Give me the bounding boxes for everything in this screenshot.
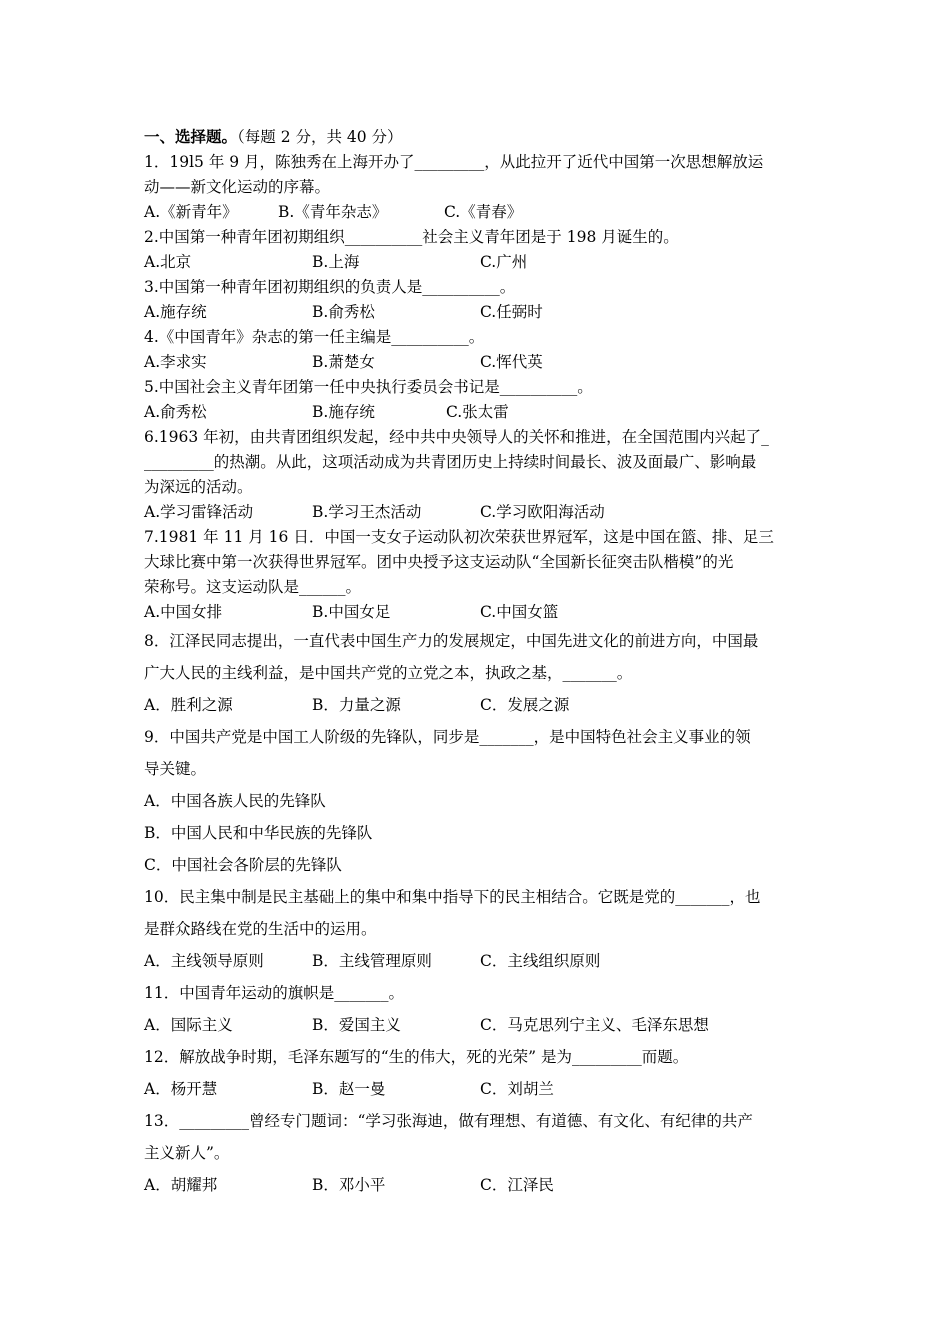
section-heading — [144, 124, 812, 150]
question-5-option-a: A.俞秀松 — [144, 403, 207, 421]
question-8-options — [144, 689, 812, 721]
question-2-option-c: C.广州 — [480, 253, 528, 271]
question-2-option-b: B.上海 — [312, 253, 360, 271]
question-3-options — [144, 300, 812, 325]
question-9-stem-line-1: 9．中国共产党是中国工人阶级的先锋队，同步是_______，是中国特色社会主义事业的领 — [144, 728, 751, 746]
question-8-stem-line-1: 8．江泽民同志提出，一直代表中国生产力的发展规定，中国先进文化的前进方向，中国最 — [144, 632, 759, 650]
question-7-stem-line-1: 7.1981 年 11 月 16 日．中国一支女子运动队初次荣获世界冠军，这是中国在篮、排、足三 — [144, 528, 774, 546]
question-7-option-a: A.中国女排 — [144, 603, 223, 621]
question-6-option-c: C.学习欧阳海活动 — [480, 503, 605, 521]
question-11-option-c: C．马克思列宁主义、毛泽东思想 — [480, 1016, 709, 1034]
question-12-option-b: B．赵一曼 — [312, 1080, 386, 1098]
question-1-option-b: B.《青年杂志》 — [278, 203, 388, 221]
question-11-option-a: A．国际主义 — [144, 1016, 233, 1034]
question-12-option-c: C．刘胡兰 — [480, 1080, 554, 1098]
question-2-stem: 2.中国第一种青年团初期组织__________社会主义青年团是于 198 月诞生的。 — [144, 228, 679, 246]
question-6-option-b: B.学习王杰活动 — [312, 503, 422, 521]
question-7-option-c: C.中国女篮 — [480, 603, 559, 621]
question-10-options — [144, 945, 812, 977]
question-3-stem: 3.中国第一种青年团初期组织的负责人是__________。 — [144, 278, 516, 296]
question-1-option-c: C.《青春》 — [444, 203, 523, 221]
question-10-stem-line-2: 是群众路线在党的生活中的运用。 — [144, 920, 377, 938]
question-11-options — [144, 1009, 812, 1041]
wide-spaced-block — [144, 625, 812, 1201]
question-5-options — [144, 400, 812, 425]
question-12-option-a: A．杨开慧 — [144, 1080, 218, 1098]
section-title: 一、选择题。 — [144, 127, 238, 146]
question-8-option-c: C．发展之源 — [480, 696, 570, 714]
question-10-option-a: A．主线领导原则 — [144, 952, 264, 970]
question-5-stem: 5.中国社会主义青年团第一任中央执行委员会书记是__________。 — [144, 378, 593, 396]
question-13-options — [144, 1169, 812, 1201]
question-13-stem-line-2: 主义新人”。 — [144, 1144, 230, 1162]
question-8-option-b: B．力量之源 — [312, 696, 401, 714]
question-8-option-a: A．胜利之源 — [144, 696, 233, 714]
question-9-option-b: B．中国人民和中华民族的先锋队 — [144, 824, 373, 842]
question-6-option-a: A.学习雷锋活动 — [144, 503, 254, 521]
question-4-option-a: A.李求实 — [144, 353, 207, 371]
question-5-option-c: C.张太雷 — [446, 403, 509, 421]
question-10-option-c: C．主线组织原则 — [480, 952, 601, 970]
question-6-options — [144, 500, 812, 525]
question-5-option-b: B.施存统 — [312, 403, 375, 421]
question-4-option-c: C.恽代英 — [480, 353, 543, 371]
question-1-stem-line-1: 1．19l5 年 9 月，陈独秀在上海开办了_________，从此拉开了近代中国第一次思想解放运 — [144, 153, 764, 171]
document-content — [144, 124, 812, 1201]
question-7-options — [144, 600, 812, 625]
question-12-options — [144, 1073, 812, 1105]
question-10-option-b: B．主线管理原则 — [312, 952, 432, 970]
question-6-stem-line-1: 6.1963 年初，由共青团组织发起，经中共中央领导人的关怀和推进，在全国范围内兴起了_ — [144, 428, 769, 446]
question-1-options — [144, 200, 812, 225]
question-4-option-b: B.萧楚女 — [312, 353, 375, 371]
question-6-stem-line-2: _________的热潮。从此，这项活动成为共青团历史上持续时间最长、波及面最广、影响最 — [144, 453, 757, 471]
section-score-note: （每题 2 分，共 40 分） — [237, 128, 403, 146]
question-10-stem-line-1: 10．民主集中制是民主基础上的集中和集中指导下的民主相结合。它既是党的_______，也 — [144, 888, 761, 906]
question-3-option-b: B.俞秀松 — [312, 303, 375, 321]
question-13-option-a: A．胡耀邦 — [144, 1176, 218, 1194]
question-2-options — [144, 250, 812, 275]
question-4-stem: 4.《中国青年》杂志的第一任主编是__________。 — [144, 328, 485, 346]
question-7-stem-line-2: 大球比赛中第一次获得世界冠军。团中央授予这支运动队“全国新长征突击队楷模”的光 — [144, 553, 734, 571]
question-13-option-c: C．江泽民 — [480, 1176, 554, 1194]
question-3-option-c: C.任弼时 — [480, 303, 543, 321]
question-7-stem-line-3: 荣称号。这支运动队是______。 — [144, 578, 362, 596]
question-12-stem: 12．解放战争时期，毛泽东题写的“生的伟大，死的光荣” 是为_________而题。 — [144, 1048, 689, 1066]
question-1-option-a: A.《新青年》 — [144, 203, 238, 221]
question-9-option-c: C．中国社会各阶层的先锋队 — [144, 856, 342, 874]
question-1-stem-line-2: 动——新文化运动的序幕。 — [144, 178, 331, 196]
question-11-stem: 11．中国青年运动的旗帜是_______。 — [144, 984, 404, 1002]
question-11-option-b: B．爱国主义 — [312, 1016, 401, 1034]
question-8-stem-line-2: 广大人民的主线利益，是中国共产党的立党之本，执政之基，_______。 — [144, 664, 633, 682]
question-2-option-a: A.北京 — [144, 253, 192, 271]
question-13-stem-line-1: 13．_________曾经专门题词：“学习张海迪，做有理想、有道德、有文化、有纪律的共产 — [144, 1112, 753, 1130]
question-9-option-a: A．中国各族人民的先锋队 — [144, 792, 326, 810]
question-13-option-b: B．邓小平 — [312, 1176, 386, 1194]
question-7-option-b: B.中国女足 — [312, 603, 391, 621]
question-9-stem-line-2: 导关键。 — [144, 760, 207, 778]
question-4-options — [144, 350, 812, 375]
question-3-option-a: A.施存统 — [144, 303, 207, 321]
question-6-stem-line-3: 为深远的活动。 — [144, 478, 253, 496]
